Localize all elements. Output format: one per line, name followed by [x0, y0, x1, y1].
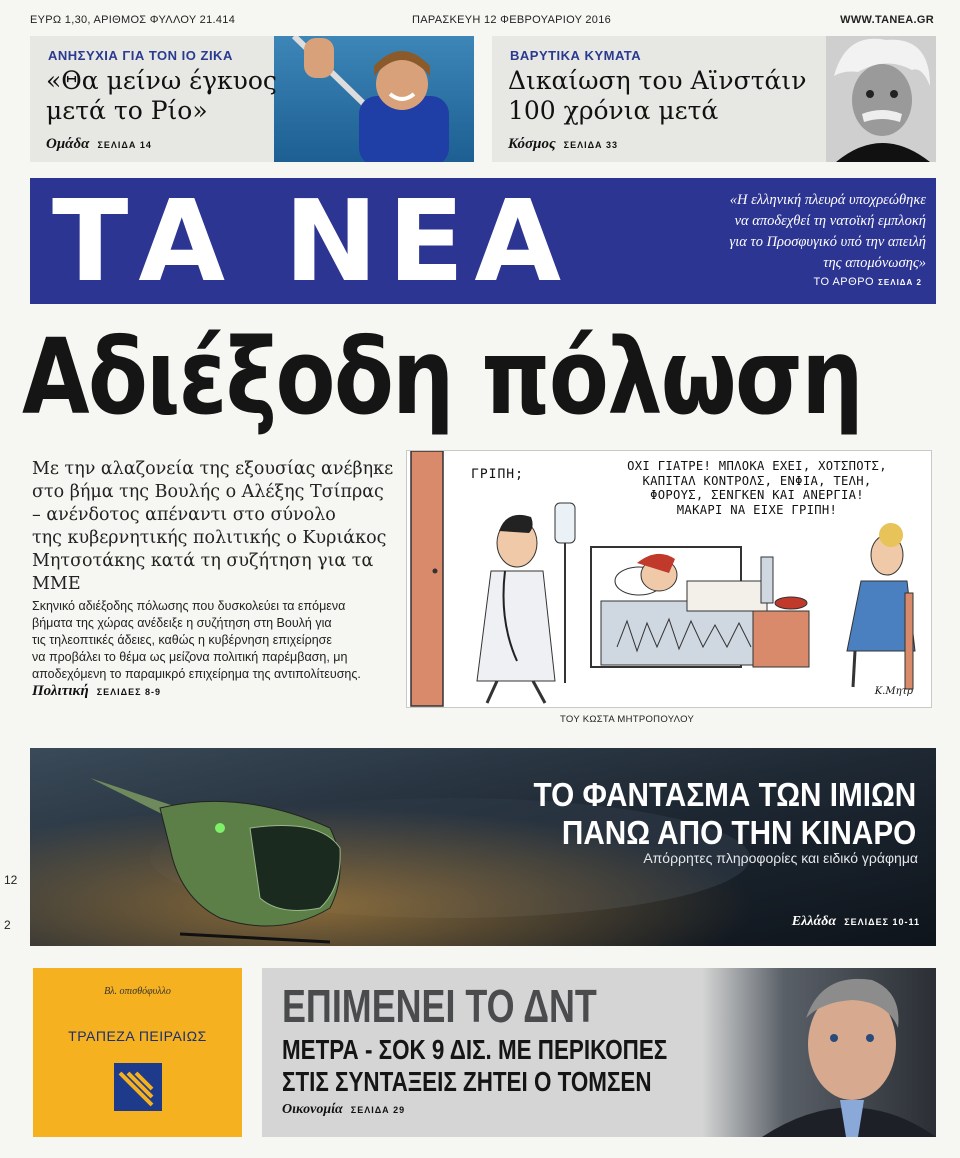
- cartoon-credit: ΤΟΥ ΚΩΣΤΑ ΜΗΤΡΟΠΟΥΛΟΥ: [560, 714, 695, 725]
- patient-speech: ΟΧΙ ΓΙΑΤΡΕ! ΜΠΛΟΚΑ ΕΧΕΙ, ΧΟΤΣΠΟΤΣ, ΚΑΠΙΤΑΛ ΚΟΝΤΡΟΛΣ, ΕΝΦΙΑ, ΤΕΛΗ, ΦΟΡΟΥΣ, ΣΕΝΓΚΕΝ ΚΑΙ ΑΝΕΡΓΙΑ! ΜΑΚΑΡΙ ΝΑ ΕΙΧΕ ΓΡΙΠΗ!: [627, 459, 887, 517]
- issue-date: ΠΑΡΑΣΚΕΥΗ 12 ΦΕΒΡΟΥΑΡΙΟΥ 2016: [412, 14, 612, 26]
- masthead-quote: «Η ελληνική πλευρά υποχρεώθηκε να αποδεχθεί τη νατοϊκή εμπλοκή για το Προσφυγικό υπό την απειλή της απομόνωσης»: [729, 192, 926, 271]
- price-issue: ΕΥΡΩ 1,30, ΑΡΙΘΜΟΣ ΦΥΛΛΟΥ 21.414: [30, 14, 236, 26]
- main-headline: Αδιέξοδη πόλωση: [22, 316, 862, 438]
- teaser-title: «Θα μείνω έγκυος μετά το Ρίο»: [46, 66, 277, 125]
- banner-section-ref[interactable]: Ελλάδα ΣΕΛΙΔΕΣ 10-11: [791, 914, 920, 929]
- website-link[interactable]: WWW.TANEA.GR: [840, 14, 934, 26]
- teaser-section: Ομάδα ΣΕΛΙΔΑ 14: [46, 136, 152, 152]
- newspaper-logo: ΤΑ ΝΕΑ: [52, 177, 571, 307]
- teaser-kicker: ΑΝΗΣΥΧΙΑ ΓΙΑ ΤΟΝ ΙΟ ΖΙΚΑ: [48, 48, 233, 63]
- political-cartoon: [406, 450, 932, 708]
- lead-lede: Με την αλαζονεία της εξουσίας ανέβηκε στο βήμα της Βουλής ο Αλέξης Τσίπρας – ανένδοτος απέναντι στο σύνολο της κυβερνητικής πολιτικής ο Κυριάκος Μητσοτάκης κατά τη συζήτηση για τα ΜΜΕ: [32, 459, 394, 594]
- ad-see-back: Βλ. οπισθόφυλλο: [104, 986, 171, 997]
- bank-logo-icon: [114, 1063, 162, 1111]
- teaser-zika[interactable]: [30, 36, 474, 162]
- teaser-einstein[interactable]: [492, 36, 936, 162]
- imia-banner[interactable]: [30, 748, 936, 946]
- teaser-section: Κόσμος ΣΕΛΙΔΑ 33: [508, 136, 619, 152]
- banner-title: ΤΟ ΦΑΝΤΑΣΜΑ ΤΩΝ ΙΜΙΩΝ ΠΑΝΩ ΑΠΟ ΤΗΝ ΚΙΝΑΡΟ: [533, 776, 916, 851]
- piraeus-bank-ad[interactable]: [33, 968, 242, 1137]
- doctor-speech: ΓΡΙΠΗ;: [471, 467, 524, 482]
- teaser-title: Δικαίωση του Αϊνστάιν 100 χρόνια μετά: [508, 66, 807, 125]
- side-number: 2: [4, 918, 11, 932]
- economy-kicker: ΕΠΙΜΕΝΕΙ ΤΟ ΔΝΤ: [282, 980, 597, 1032]
- teaser-kicker: ΒΑΡΥΤΙΚΑ ΚΥΜΑΤΑ: [510, 48, 642, 63]
- bank-name: ΤΡΑΠΕΖΑ ΠΕΙΡΑΙΩΣ: [68, 1028, 207, 1044]
- banner-subtitle: Απόρρητες πληροφορίες και ειδικό γράφημα: [643, 850, 918, 866]
- athlete-photo: [274, 36, 474, 162]
- einstein-photo: [826, 36, 936, 162]
- side-number: 12: [4, 873, 18, 887]
- masthead: [30, 177, 936, 307]
- economy-story[interactable]: [262, 968, 936, 1137]
- economy-title: ΜΕΤΡΑ - ΣΟΚ 9 ΔΙΣ. ΜΕ ΠΕΡΙΚΟΠΕΣ ΣΤΙΣ ΣΥΝΤΑΞΕΙΣ ΖΗΤΕΙ Ο ΤΟΜΣΕΝ: [282, 1034, 668, 1097]
- lead-section-ref[interactable]: Πολιτική ΣΕΛΙΔΕΣ 8-9: [32, 683, 162, 699]
- economy-section-ref[interactable]: Οικονομία ΣΕΛΙΔΑ 29: [282, 1102, 406, 1117]
- thomsen-photo: [702, 968, 936, 1137]
- cartoonist-signature: Κ.Μητρ: [874, 686, 913, 697]
- lead-body: Σκηνικό αδιέξοδης πόλωσης που δυσκολεύει τα επόμενα βήματα της χώρας ανέδειξε η συζήτηση στη Βουλή για τις τηλεοπτικές άδειες, καθώς η κυβέρνηση επιχείρησε να προβάλει το θέμα ως μείζονα πολιτική παρέμβαση, μη αποδεχόμενη το παραμικρό επιχείρημα της αντιπολίτευσης.: [32, 599, 361, 681]
- article-reference[interactable]: ΤΟ ΑΡΘΡΟ ΣΕΛΙΔΑ 2: [813, 276, 922, 288]
